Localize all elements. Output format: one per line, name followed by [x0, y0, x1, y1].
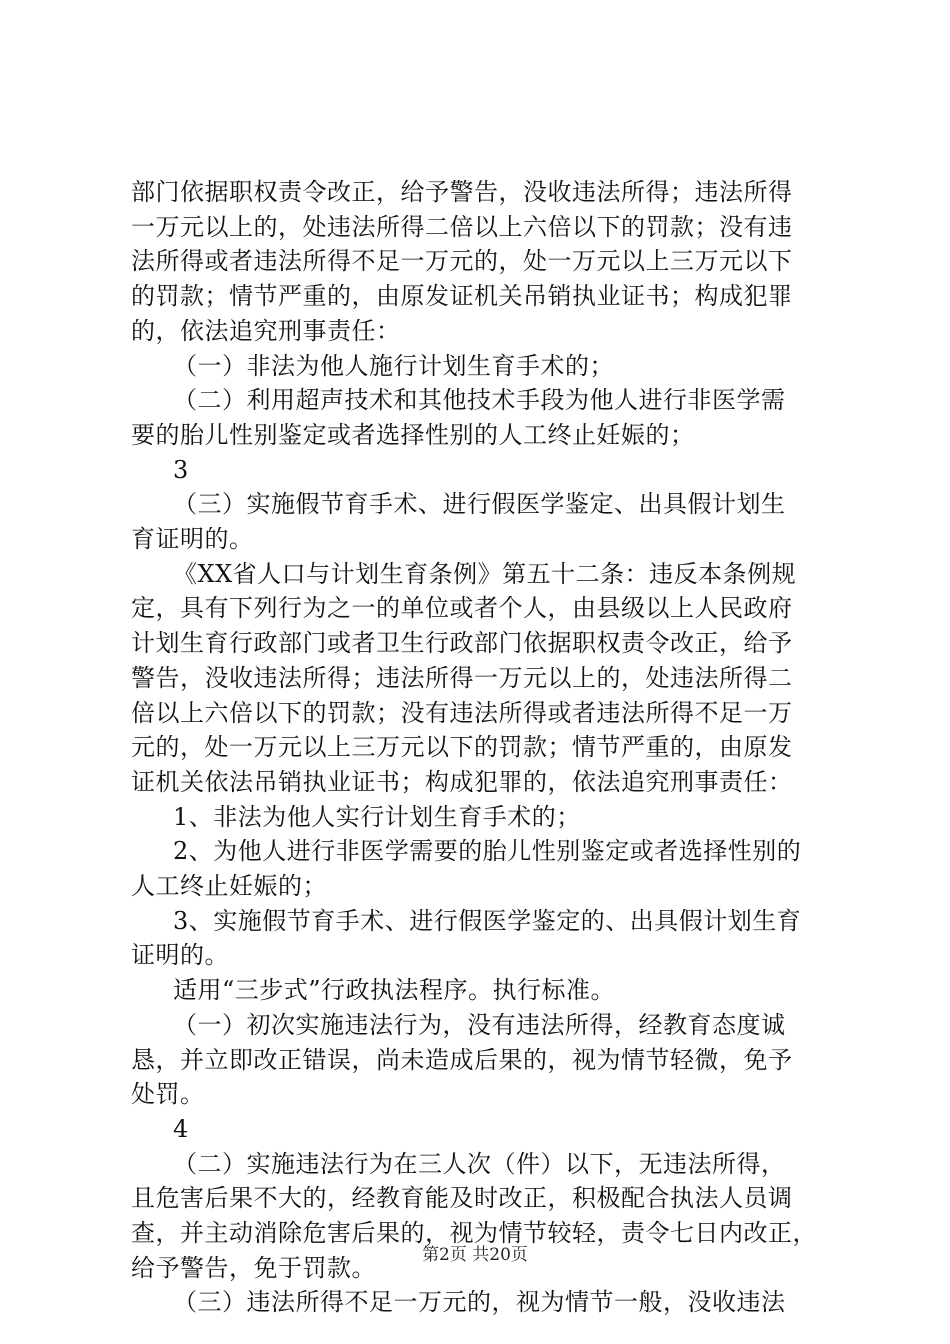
text-line: （三）违法所得不足一万元的，视为情节一般，没收违法 — [173, 1288, 786, 1316]
text-line: 《XX省人口与计划生育条例》第五十二条：违反本条例规 — [173, 560, 797, 588]
text-line: 处罚。 — [131, 1080, 205, 1108]
text-line: 要的胎儿性别鉴定或者选择性别的人工终止妊娠的； — [131, 421, 695, 449]
text-line: 人工终止妊娠的； — [131, 872, 327, 900]
text-line: 部门依据职权责令改正，给予警告，没收违法所得；违法所得 — [131, 178, 793, 206]
text-line: （二）利用超声技术和其他技术手段为他人进行非医学需 — [173, 386, 786, 414]
text-line: 法所得或者违法所得不足一万元的，处一万元以上三万元以下 — [131, 247, 793, 275]
text-line: 的，依法追究刑事责任： — [131, 317, 401, 345]
text-line: 证机关依法吊销执业证书；构成犯罪的，依法追究刑事责任： — [131, 768, 793, 796]
text-line: 查，并主动消除危害后果的，视为情节较轻，责令七日内改正， — [131, 1219, 817, 1247]
text-line: （二）实施违法行为在三人次（件）以下，无违法所得， — [173, 1150, 786, 1178]
text-line: 2、为他人进行非医学需要的胎儿性别鉴定或者选择性别的 — [173, 837, 802, 865]
page-number-marker: 4 — [173, 1115, 189, 1143]
text-line: 证明的。 — [131, 941, 229, 969]
text-line: （一）初次实施违法行为，没有违法所得，经教育态度诚 — [173, 1011, 786, 1039]
text-line: 且危害后果不大的，经教育能及时改正，积极配合执法人员调 — [131, 1184, 793, 1212]
text-line: 警告，没收违法所得；违法所得一万元以上的，处违法所得二 — [131, 664, 793, 692]
page-footer: 第2页 共20页 — [422, 1245, 528, 1265]
text-line: 定，具有下列行为之一的单位或者个人，由县级以上人民政府 — [131, 594, 793, 622]
text-line: 元的，处一万元以上三万元以下的罚款；情节严重的，由原发 — [131, 733, 793, 761]
text-line: 1、非法为他人实行计划生育手术的； — [173, 803, 581, 831]
text-line: 倍以上六倍以下的罚款；没有违法所得或者违法所得不足一万 — [131, 699, 793, 727]
text-line: 的罚款；情节严重的，由原发证机关吊销执业证书；构成犯罪 — [131, 282, 793, 310]
text-line: 恳，并立即改正错误，尚未造成后果的，视为情节轻微，免予 — [131, 1046, 793, 1074]
text-line: 计划生育行政部门或者卫生行政部门依据职权责令改正，给予 — [131, 629, 793, 657]
text-line: 育证明的。 — [131, 525, 254, 553]
text-line: （一）非法为他人施行计划生育手术的； — [173, 352, 614, 380]
text-line: （三）实施假节育手术、进行假医学鉴定、出具假计划生 — [173, 490, 786, 518]
text-line: 一万元以上的，处违法所得二倍以上六倍以下的罚款；没有违 — [131, 213, 793, 241]
text-line: 3、实施假节育手术、进行假医学鉴定的、出具假计划生育 — [173, 907, 802, 935]
text-line: 适用“三步式”行政执法程序。执行标准。 — [173, 976, 616, 1004]
text-line: 给予警告，免于罚款。 — [131, 1254, 376, 1282]
page-number-marker: 3 — [173, 456, 189, 484]
